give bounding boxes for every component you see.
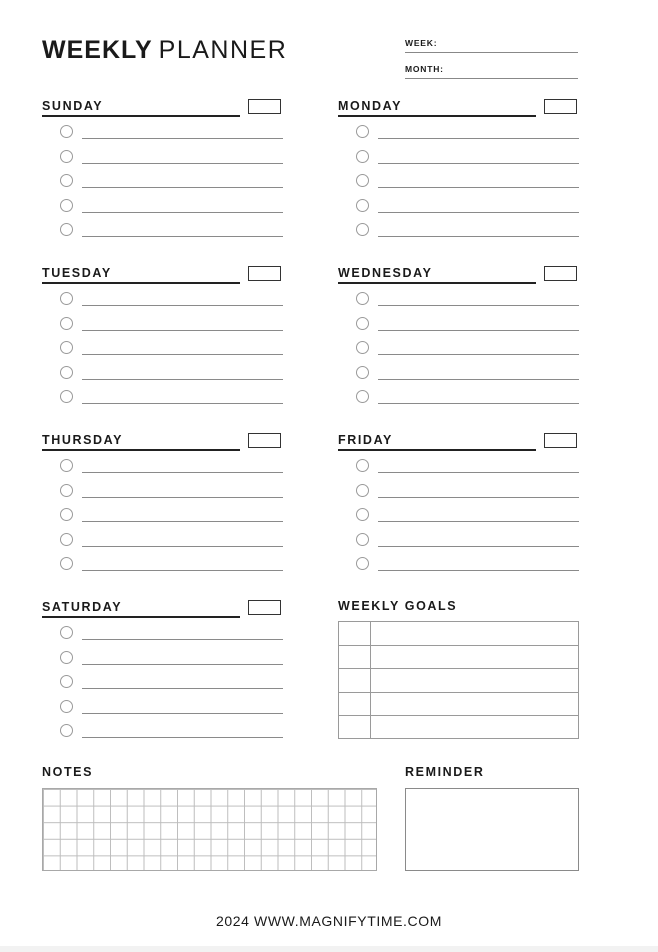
day-block-tuesday	[42, 264, 283, 414]
day-date-box[interactable]	[544, 99, 577, 114]
week-label: WEEK:	[405, 38, 438, 48]
task-row[interactable]	[356, 315, 579, 339]
title-bold: WEEKLY	[42, 36, 153, 64]
task-checkbox[interactable]	[60, 292, 73, 305]
day-date-box[interactable]	[248, 600, 281, 615]
footer-text: 2024 WWW.MAGNIFYTIME.COM	[216, 913, 442, 929]
task-line[interactable]	[82, 570, 283, 571]
task-row[interactable]	[60, 482, 283, 506]
task-row[interactable]	[60, 555, 283, 579]
task-row[interactable]	[60, 388, 283, 412]
task-checkbox[interactable]	[356, 508, 369, 521]
goal-row[interactable]	[339, 693, 578, 717]
task-line[interactable]	[82, 305, 283, 306]
task-row[interactable]	[356, 123, 579, 147]
month-label: MONTH:	[405, 64, 444, 74]
task-line[interactable]	[378, 521, 579, 522]
task-checkbox[interactable]	[356, 390, 369, 403]
day-header	[338, 264, 536, 284]
task-line[interactable]	[378, 472, 579, 473]
goal-row[interactable]	[339, 716, 578, 740]
task-line[interactable]	[82, 737, 283, 738]
task-checkbox[interactable]	[356, 125, 369, 138]
weekly-goals-label: WEEKLY GOALS	[338, 599, 458, 613]
task-line[interactable]	[82, 688, 283, 689]
task-checkbox[interactable]	[60, 700, 73, 713]
task-line[interactable]	[378, 187, 579, 188]
day-date-box[interactable]	[544, 433, 577, 448]
task-checkbox[interactable]	[60, 651, 73, 664]
task-row[interactable]	[356, 388, 579, 412]
task-checkbox[interactable]	[60, 675, 73, 688]
day-header	[42, 264, 240, 284]
task-line[interactable]	[82, 354, 283, 355]
task-line[interactable]	[82, 187, 283, 188]
task-line[interactable]	[378, 305, 579, 306]
task-checkbox[interactable]	[60, 125, 73, 138]
reminder-box[interactable]	[405, 788, 579, 871]
task-row[interactable]	[356, 339, 579, 363]
task-line[interactable]	[378, 163, 579, 164]
task-checkbox[interactable]	[60, 199, 73, 212]
task-row[interactable]	[356, 531, 579, 555]
task-row[interactable]	[60, 148, 283, 172]
task-row[interactable]	[60, 315, 283, 339]
page-title	[42, 36, 287, 65]
task-line[interactable]	[82, 639, 283, 640]
task-row[interactable]	[60, 290, 283, 314]
title-light: PLANNER	[158, 36, 288, 64]
task-line[interactable]	[82, 664, 283, 665]
task-checkbox[interactable]	[60, 174, 73, 187]
task-checkbox[interactable]	[356, 533, 369, 546]
task-row[interactable]	[356, 457, 579, 481]
task-row[interactable]	[60, 221, 283, 245]
task-checkbox[interactable]	[356, 317, 369, 330]
task-row[interactable]	[60, 649, 283, 673]
task-row[interactable]	[60, 172, 283, 196]
week-field[interactable]	[405, 34, 578, 53]
task-checkbox[interactable]	[60, 366, 73, 379]
task-row[interactable]	[60, 531, 283, 555]
goal-row[interactable]	[339, 669, 578, 693]
day-date-box[interactable]	[248, 99, 281, 114]
day-header	[338, 97, 536, 117]
task-line[interactable]	[378, 212, 579, 213]
task-line[interactable]	[82, 497, 283, 498]
task-checkbox[interactable]	[60, 533, 73, 546]
task-row[interactable]	[60, 506, 283, 530]
task-line[interactable]	[378, 570, 579, 571]
task-line[interactable]	[378, 330, 579, 331]
bottom-strip	[0, 946, 658, 952]
task-checkbox[interactable]	[60, 341, 73, 354]
task-line[interactable]	[82, 472, 283, 473]
day-name: FRIDAY	[338, 433, 393, 447]
task-checkbox[interactable]	[356, 223, 369, 236]
task-checkbox[interactable]	[356, 341, 369, 354]
task-checkbox[interactable]	[60, 557, 73, 570]
task-row[interactable]	[356, 197, 579, 221]
task-checkbox[interactable]	[60, 724, 73, 737]
task-checkbox[interactable]	[60, 508, 73, 521]
day-block-sunday	[42, 97, 283, 247]
day-name: TUESDAY	[42, 266, 112, 280]
task-line[interactable]	[378, 379, 579, 380]
task-row[interactable]	[356, 290, 579, 314]
task-line[interactable]	[378, 546, 579, 547]
day-name: MONDAY	[338, 99, 403, 113]
notes-grid[interactable]	[42, 788, 377, 871]
notes-label: NOTES	[42, 765, 94, 779]
task-checkbox[interactable]	[60, 223, 73, 236]
task-line[interactable]	[82, 138, 283, 139]
task-line[interactable]	[82, 379, 283, 380]
task-line[interactable]	[82, 403, 283, 404]
task-row[interactable]	[356, 221, 579, 245]
task-line[interactable]	[82, 521, 283, 522]
day-block-monday	[338, 97, 579, 247]
day-date-box[interactable]	[248, 266, 281, 281]
task-checkbox[interactable]	[356, 557, 369, 570]
day-header	[338, 431, 536, 451]
month-field[interactable]	[405, 60, 578, 79]
task-checkbox[interactable]	[60, 626, 73, 639]
task-checkbox[interactable]	[60, 317, 73, 330]
day-date-box[interactable]	[248, 433, 281, 448]
task-row[interactable]	[356, 364, 579, 388]
task-checkbox[interactable]	[356, 366, 369, 379]
task-row[interactable]	[60, 624, 283, 648]
task-row[interactable]	[60, 123, 283, 147]
day-name: SATURDAY	[42, 600, 123, 614]
task-checkbox[interactable]	[60, 390, 73, 403]
task-line[interactable]	[378, 138, 579, 139]
task-row[interactable]	[60, 698, 283, 722]
weekly-goals-table	[338, 621, 579, 739]
day-block-wednesday	[338, 264, 579, 414]
task-row[interactable]	[60, 457, 283, 481]
task-row[interactable]	[356, 506, 579, 530]
task-line[interactable]	[82, 212, 283, 213]
task-line[interactable]	[82, 713, 283, 714]
task-line[interactable]	[82, 330, 283, 331]
task-row[interactable]	[356, 555, 579, 579]
day-block-thursday	[42, 431, 283, 581]
day-name: WEDNESDAY	[338, 266, 433, 280]
task-row[interactable]	[60, 339, 283, 363]
task-checkbox[interactable]	[356, 459, 369, 472]
day-name: THURSDAY	[42, 433, 124, 447]
task-row[interactable]	[356, 482, 579, 506]
task-checkbox[interactable]	[356, 484, 369, 497]
task-checkbox[interactable]	[356, 292, 369, 305]
task-line[interactable]	[378, 403, 579, 404]
task-line[interactable]	[82, 546, 283, 547]
goal-row[interactable]	[339, 646, 578, 670]
task-line[interactable]	[378, 497, 579, 498]
day-block-saturday	[42, 598, 283, 748]
task-line[interactable]	[378, 236, 579, 237]
task-row[interactable]	[60, 197, 283, 221]
task-row[interactable]	[60, 673, 283, 697]
day-block-friday	[338, 431, 579, 581]
day-header	[42, 598, 240, 618]
day-header	[42, 431, 240, 451]
task-row[interactable]	[356, 148, 579, 172]
task-checkbox[interactable]	[356, 174, 369, 187]
task-checkbox[interactable]	[60, 150, 73, 163]
task-checkbox[interactable]	[356, 199, 369, 212]
task-row[interactable]	[356, 172, 579, 196]
task-checkbox[interactable]	[356, 150, 369, 163]
task-line[interactable]	[82, 236, 283, 237]
day-name: SUNDAY	[42, 99, 104, 113]
task-row[interactable]	[60, 364, 283, 388]
day-date-box[interactable]	[544, 266, 577, 281]
task-checkbox[interactable]	[60, 484, 73, 497]
day-header	[42, 97, 240, 117]
task-checkbox[interactable]	[60, 459, 73, 472]
reminder-label: REMINDER	[405, 765, 485, 779]
goal-row[interactable]	[339, 622, 578, 646]
task-row[interactable]	[60, 722, 283, 746]
task-line[interactable]	[82, 163, 283, 164]
task-line[interactable]	[378, 354, 579, 355]
